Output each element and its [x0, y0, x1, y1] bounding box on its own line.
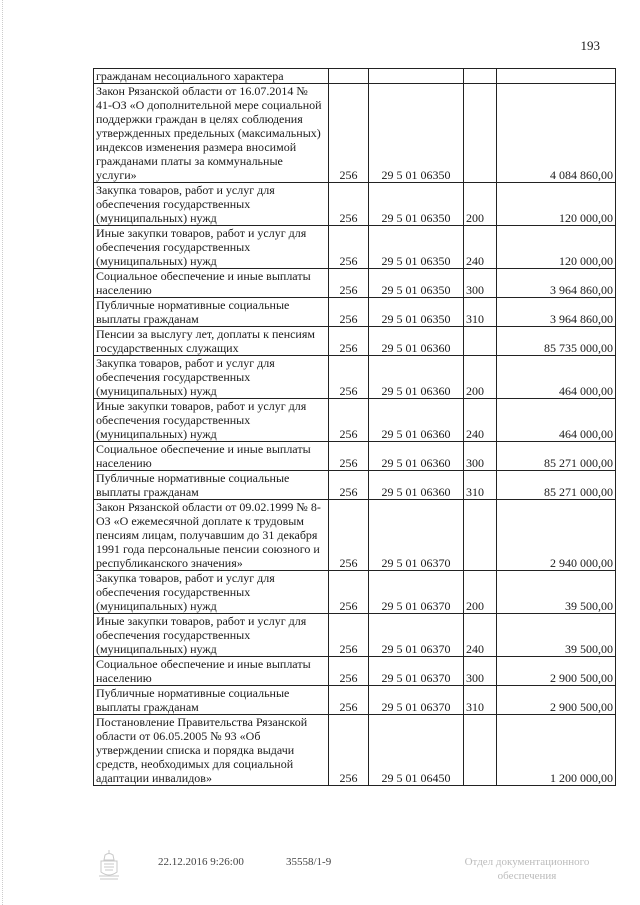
- row-name: Закон Рязанской области от 16.07.2014 № 41-ОЗ «О дополнительной мере социальной поддержки граждан в целях соблюдения утвержденных предельных (максимальных) индексов изменения размера вносимой гражданами платы за коммунальные услуги»: [94, 84, 329, 183]
- row-code: 256: [329, 657, 369, 686]
- row-target-article: 29 5 01 06360: [369, 442, 464, 471]
- row-code: 256: [329, 715, 369, 786]
- footer-datetime: 22.12.2016 9:26:00: [158, 856, 244, 868]
- row-expense-type: 200: [464, 183, 497, 226]
- budget-table-body: [94, 69, 616, 786]
- row-name: Закупка товаров, работ и услуг для обеспечения государственных (муниципальных) нужд: [94, 183, 329, 226]
- binding-edge: [2, 0, 6, 905]
- page-number: 193: [580, 38, 600, 53]
- row-expense-type: 310: [464, 298, 497, 327]
- row-code: 256: [329, 571, 369, 614]
- row-sum: 464 000,00: [497, 356, 616, 399]
- row-expense-type: [464, 84, 497, 183]
- row-target-article: 29 5 01 06360: [369, 471, 464, 500]
- row-sum: 2 900 500,00: [497, 657, 616, 686]
- row-code: 256: [329, 269, 369, 298]
- table-row: [94, 69, 616, 84]
- row-code: 256: [329, 327, 369, 356]
- row-expense-type: 200: [464, 356, 497, 399]
- row-sum: 120 000,00: [497, 226, 616, 269]
- row-expense-type: [464, 69, 497, 84]
- stamp-line-2: обеспечения: [497, 870, 557, 882]
- row-target-article: 29 5 01 06360: [369, 327, 464, 356]
- row-name: Иные закупки товаров, работ и услуг для обеспечения государственных (муниципальных) нужд: [94, 399, 329, 442]
- row-name: Пенсии за выслугу лет, доплаты к пенсиям государственных служащих: [94, 327, 329, 356]
- row-sum: 2 940 000,00: [497, 500, 616, 571]
- table-row: [94, 183, 616, 226]
- row-sum: 464 000,00: [497, 399, 616, 442]
- row-expense-type: 300: [464, 269, 497, 298]
- row-expense-type: [464, 715, 497, 786]
- row-code: 256: [329, 442, 369, 471]
- table-row: [94, 84, 616, 183]
- row-target-article: 29 5 01 06350: [369, 298, 464, 327]
- row-target-article: [369, 69, 464, 84]
- row-name: Публичные нормативные социальные выплаты гражданам: [94, 298, 329, 327]
- row-code: 256: [329, 399, 369, 442]
- row-expense-type: 200: [464, 571, 497, 614]
- row-code: 256: [329, 356, 369, 399]
- row-target-article: 29 5 01 06450: [369, 715, 464, 786]
- table-row: [94, 327, 616, 356]
- row-target-article: 29 5 01 06350: [369, 84, 464, 183]
- table-row: [94, 686, 616, 715]
- row-sum: 3 964 860,00: [497, 269, 616, 298]
- row-expense-type: 240: [464, 614, 497, 657]
- table-row: [94, 715, 616, 786]
- row-code: 256: [329, 183, 369, 226]
- row-sum: 1 200 000,00: [497, 715, 616, 786]
- row-code: 256: [329, 84, 369, 183]
- row-code: 256: [329, 471, 369, 500]
- row-expense-type: 310: [464, 471, 497, 500]
- row-target-article: 29 5 01 06370: [369, 614, 464, 657]
- row-name: Иные закупки товаров, работ и услуг для обеспечения государственных (муниципальных) нужд: [94, 226, 329, 269]
- row-sum: 85 271 000,00: [497, 442, 616, 471]
- row-name: Публичные нормативные социальные выплаты гражданам: [94, 471, 329, 500]
- row-sum: 120 000,00: [497, 183, 616, 226]
- row-sum: 85 735 000,00: [497, 327, 616, 356]
- department-stamp: [452, 855, 602, 883]
- row-sum: 4 084 860,00: [497, 84, 616, 183]
- row-name: Социальное обеспечение и иные выплаты населению: [94, 269, 329, 298]
- table-row: [94, 226, 616, 269]
- table-row: [94, 442, 616, 471]
- row-target-article: 29 5 01 06370: [369, 686, 464, 715]
- row-code: 256: [329, 614, 369, 657]
- row-name: Закупка товаров, работ и услуг для обеспечения государственных (муниципальных) нужд: [94, 356, 329, 399]
- row-target-article: 29 5 01 06370: [369, 571, 464, 614]
- row-sum: 2 900 500,00: [497, 686, 616, 715]
- row-target-article: 29 5 01 06370: [369, 657, 464, 686]
- emblem-seal-icon: [96, 848, 122, 882]
- table-row: [94, 571, 616, 614]
- row-sum: 39 500,00: [497, 571, 616, 614]
- row-name: Публичные нормативные социальные выплаты гражданам: [94, 686, 329, 715]
- row-sum: [497, 69, 616, 84]
- row-expense-type: [464, 327, 497, 356]
- table-row: [94, 500, 616, 571]
- row-target-article: 29 5 01 06360: [369, 356, 464, 399]
- table-row: [94, 657, 616, 686]
- budget-table: [93, 68, 616, 786]
- row-code: 256: [329, 226, 369, 269]
- row-target-article: 29 5 01 06350: [369, 226, 464, 269]
- row-name: Постановление Правительства Рязанской области от 06.05.2005 № 93 «Об утверждении списка и порядка выдачи средств, необходимых для социальной адаптации инвалидов»: [94, 715, 329, 786]
- table-row: [94, 614, 616, 657]
- row-expense-type: 240: [464, 226, 497, 269]
- row-expense-type: 310: [464, 686, 497, 715]
- row-code: [329, 69, 369, 84]
- row-name: Социальное обеспечение и иные выплаты населению: [94, 657, 329, 686]
- row-name: гражданам несоциального характера: [94, 69, 329, 84]
- table-row: [94, 269, 616, 298]
- row-target-article: 29 5 01 06350: [369, 183, 464, 226]
- row-target-article: 29 5 01 06360: [369, 399, 464, 442]
- row-name: Социальное обеспечение и иные выплаты населению: [94, 442, 329, 471]
- row-target-article: 29 5 01 06350: [369, 269, 464, 298]
- row-sum: 3 964 860,00: [497, 298, 616, 327]
- table-row: [94, 298, 616, 327]
- footer-doc-number: 35558/1-9: [286, 856, 332, 868]
- row-expense-type: [464, 500, 497, 571]
- row-expense-type: 300: [464, 657, 497, 686]
- row-sum: 85 271 000,00: [497, 471, 616, 500]
- row-code: 256: [329, 686, 369, 715]
- row-expense-type: 300: [464, 442, 497, 471]
- row-name: Иные закупки товаров, работ и услуг для обеспечения государственных (муниципальных) нужд: [94, 614, 329, 657]
- table-row: [94, 399, 616, 442]
- row-expense-type: 240: [464, 399, 497, 442]
- row-target-article: 29 5 01 06370: [369, 500, 464, 571]
- row-sum: 39 500,00: [497, 614, 616, 657]
- row-code: 256: [329, 298, 369, 327]
- row-code: 256: [329, 500, 369, 571]
- table-row: [94, 356, 616, 399]
- table-row: [94, 471, 616, 500]
- stamp-line-1: Отдел документационного: [464, 856, 590, 868]
- row-name: Закупка товаров, работ и услуг для обеспечения государственных (муниципальных) нужд: [94, 571, 329, 614]
- row-name: Закон Рязанской области от 09.02.1999 № 8-ОЗ «О ежемесячной доплате к трудовым пенсиям лицам, получавшим до 31 декабря 1991 года персональные пенсии союзного и республиканского значения»: [94, 500, 329, 571]
